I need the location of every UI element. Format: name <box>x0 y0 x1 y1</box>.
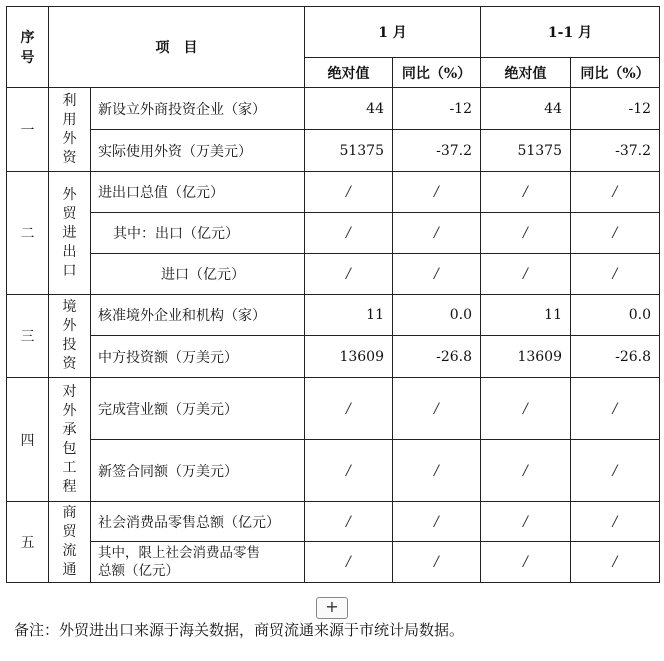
month-yoy-value: -26.8 <box>393 336 481 378</box>
category-char: 贸 <box>62 524 77 540</box>
cumulative-abs-value: / <box>481 172 571 213</box>
cumulative-yoy-value: 0.0 <box>571 295 660 336</box>
section-category <box>49 295 91 378</box>
statistics-table <box>6 6 660 583</box>
month-abs-value: / <box>305 213 393 254</box>
item-label: 进出口总值（亿元） <box>91 172 305 213</box>
month-yoy-value: / <box>393 542 481 583</box>
category-char: 流 <box>62 543 77 559</box>
cumulative-abs-value: / <box>481 440 571 502</box>
category-char: 商 <box>62 505 77 521</box>
item-label-line1: 其中，限上社会消费品零售 <box>98 545 260 561</box>
month-abs-value: / <box>305 440 393 502</box>
cumulative-yoy-value: / <box>571 440 660 502</box>
cumulative-header: 1-1 月 <box>481 7 660 58</box>
cumulative-yoy-value: -12 <box>571 88 660 130</box>
month-abs-value: 44 <box>305 88 393 130</box>
cumulative-abs-value: 51375 <box>481 130 571 172</box>
category-char: 贸 <box>62 205 77 222</box>
category-char: 用 <box>62 111 77 128</box>
cumulative-yoy-value: -26.8 <box>571 336 660 378</box>
category-char: 投 <box>62 337 77 353</box>
section-seq: 一 <box>7 88 49 172</box>
section-category <box>49 502 91 583</box>
cumulative-yoy-header: 同比（%） <box>571 58 660 88</box>
month-abs-header: 绝对值 <box>305 58 393 88</box>
month-yoy-value: 0.0 <box>393 295 481 336</box>
month-abs-value: 11 <box>305 295 393 336</box>
seq-header <box>7 7 49 88</box>
item-label: 核准境外企业和机构（家） <box>91 295 305 336</box>
cumulative-yoy-value: / <box>571 378 660 440</box>
category-char: 外 <box>62 186 77 203</box>
cumulative-abs-value: / <box>481 254 571 295</box>
month-yoy-value: / <box>393 254 481 295</box>
category-char: 资 <box>62 149 77 166</box>
item-label: 完成营业额（万美元） <box>91 378 305 440</box>
month-yoy-value: / <box>393 172 481 213</box>
cumulative-abs-header: 绝对值 <box>481 58 571 88</box>
category-char: 口 <box>62 262 77 279</box>
item-label: 实际使用外资（万美元） <box>91 130 305 172</box>
month-abs-value: / <box>305 254 393 295</box>
category-char: 外 <box>62 318 77 334</box>
category-char: 程 <box>62 478 77 495</box>
table-row <box>7 88 660 130</box>
month-yoy-value: / <box>393 213 481 254</box>
category-char: 进 <box>62 224 77 241</box>
cumulative-yoy-value: / <box>571 213 660 254</box>
month-abs-value: / <box>305 502 393 542</box>
cumulative-abs-value: 11 <box>481 295 571 336</box>
month-abs-value: 13609 <box>305 336 393 378</box>
month-yoy-header: 同比（%） <box>393 58 481 88</box>
category-char: 通 <box>62 562 77 578</box>
cumulative-yoy-value: / <box>571 172 660 213</box>
item-label: 进口（亿元） <box>91 254 305 295</box>
item-label: 中方投资额（万美元） <box>91 336 305 378</box>
section-seq: 五 <box>7 502 49 583</box>
table-row <box>7 440 660 502</box>
month-header: 1 月 <box>305 7 481 58</box>
category-char: 工 <box>62 459 77 476</box>
section-seq: 三 <box>7 295 49 378</box>
table-row <box>7 336 660 378</box>
table-row <box>7 254 660 295</box>
item-label: 新设立外商投资企业（家） <box>91 88 305 130</box>
month-abs-value: / <box>305 378 393 440</box>
table-row <box>7 172 660 213</box>
cumulative-abs-value: 13609 <box>481 336 571 378</box>
item-label-line2: 总额（亿元） <box>98 563 179 579</box>
category-char: 对 <box>62 383 77 400</box>
footnote: 备注：外贸进出口来源于海关数据，商贸流通来源于市统计局数据。 <box>14 621 465 639</box>
table-row <box>7 295 660 336</box>
category-char: 承 <box>62 421 77 438</box>
add-row-button[interactable]: + <box>316 597 348 619</box>
table-row <box>7 130 660 172</box>
item-label: 新签合同额（万美元） <box>91 440 305 502</box>
table-row <box>7 542 660 583</box>
section-category <box>49 88 91 172</box>
month-yoy-value: / <box>393 440 481 502</box>
section-category <box>49 172 91 295</box>
cumulative-yoy-value: -37.2 <box>571 130 660 172</box>
section-seq: 四 <box>7 378 49 502</box>
section-seq: 二 <box>7 172 49 295</box>
cumulative-abs-value: 44 <box>481 88 571 130</box>
table-row <box>7 213 660 254</box>
item-label <box>91 542 305 583</box>
cumulative-abs-value: / <box>481 213 571 254</box>
category-char: 资 <box>62 356 77 372</box>
category-char: 利 <box>62 92 77 109</box>
item-label: 社会消费品零售总额（亿元） <box>91 502 305 542</box>
month-yoy-value: / <box>393 502 481 542</box>
cumulative-abs-value: / <box>481 542 571 583</box>
cumulative-yoy-value: / <box>571 254 660 295</box>
category-char: 包 <box>62 440 77 457</box>
category-char: 出 <box>62 243 77 260</box>
item-header: 项 目 <box>49 7 305 88</box>
category-char: 境 <box>62 299 77 315</box>
category-char: 外 <box>62 130 77 147</box>
item-label: 其中：出口（亿元） <box>91 213 305 254</box>
cumulative-abs-value: / <box>481 502 571 542</box>
month-yoy-value: / <box>393 378 481 440</box>
month-yoy-value: -12 <box>393 88 481 130</box>
table-row <box>7 502 660 542</box>
seq-header-line2: 号 <box>20 50 35 66</box>
section-category <box>49 378 91 502</box>
table-row <box>7 378 660 440</box>
cumulative-yoy-value: / <box>571 542 660 583</box>
month-yoy-value: -37.2 <box>393 130 481 172</box>
cumulative-abs-value: / <box>481 378 571 440</box>
month-abs-value: / <box>305 172 393 213</box>
month-abs-value: 51375 <box>305 130 393 172</box>
month-abs-value: / <box>305 542 393 583</box>
category-char: 外 <box>62 402 77 419</box>
seq-header-line1: 序 <box>20 30 35 46</box>
cumulative-yoy-value: / <box>571 502 660 542</box>
